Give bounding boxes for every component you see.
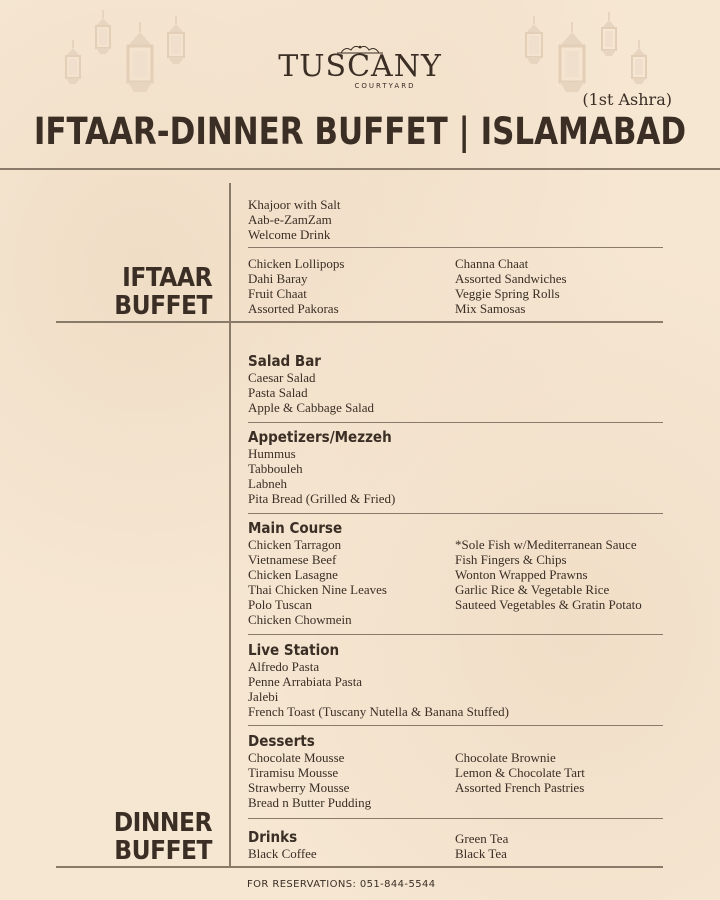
list-item: Penne Arrabiata Pasta xyxy=(248,674,363,689)
list-item: Green Tea xyxy=(455,831,509,846)
list-item: Labneh xyxy=(248,476,287,491)
list-item: Veggie Spring Rolls xyxy=(455,286,560,301)
section-heading: Drinks xyxy=(248,828,298,846)
section-divider xyxy=(248,513,663,514)
list-item: Thai Chicken Nine Leaves xyxy=(248,582,387,597)
list-item: Wonton Wrapped Prawns xyxy=(455,567,588,582)
list-item: Vietnamese Beef xyxy=(248,552,337,567)
drinks-section xyxy=(248,829,317,861)
list-item: Caesar Salad xyxy=(248,370,316,385)
list-item: Polo Tuscan xyxy=(248,597,312,612)
list-item: Bread n Butter Pudding xyxy=(248,795,372,810)
iftaar-label-line1: IFTAAR xyxy=(122,263,212,293)
list-item: Channa Chaat xyxy=(455,256,529,271)
list-item: Tiramisu Mousse xyxy=(248,765,339,780)
dinner-label-line1: DINNER xyxy=(113,808,212,838)
title-divider xyxy=(0,168,720,170)
list-item: Aab-e-ZamZam xyxy=(248,212,332,227)
iftaar-right-list xyxy=(455,256,567,316)
section-heading: Appetizers/Mezzeh xyxy=(248,428,392,446)
section-heading: Salad Bar xyxy=(248,352,321,370)
list-item: Chicken Lasagne xyxy=(248,567,338,582)
list-item: French Toast (Tuscany Nutella & Banana Stuffed) xyxy=(248,704,509,719)
list-item: Chicken Lollipops xyxy=(248,256,345,271)
list-item: Assorted Sandwiches xyxy=(455,271,567,286)
section-divider xyxy=(248,725,663,726)
list-item: Sauteed Vegetables & Gratin Potato xyxy=(455,597,642,612)
list-item: Jalebi xyxy=(248,689,279,704)
list-item: Pita Bread (Grilled & Fried) xyxy=(248,491,396,506)
section-divider xyxy=(248,634,663,635)
section-divider xyxy=(248,422,663,423)
list-item: Fruit Chaat xyxy=(248,286,307,301)
section-divider xyxy=(248,247,663,248)
list-item: Garlic Rice & Vegetable Rice xyxy=(455,582,610,597)
list-item: Mix Samosas xyxy=(455,301,526,316)
iftaar-left-list xyxy=(248,256,344,316)
section-divider xyxy=(248,818,663,819)
salad-section xyxy=(248,353,374,415)
list-item: Pasta Salad xyxy=(248,385,308,400)
list-item: Lemon & Chocolate Tart xyxy=(455,765,585,780)
vertical-divider xyxy=(229,183,231,866)
list-item: Strawberry Mousse xyxy=(248,780,350,795)
main-course-section xyxy=(248,520,387,627)
section-divider xyxy=(56,321,663,323)
desserts-section xyxy=(248,733,371,810)
list-item: Black Tea xyxy=(455,846,507,861)
section-heading: Main Course xyxy=(248,519,343,537)
logo-subtitle: COURTYARD xyxy=(354,82,416,90)
dinner-label xyxy=(90,809,212,865)
list-item: *Sole Fish w/Mediterranean Sauce xyxy=(455,537,637,552)
edition-text: 1st Ashra xyxy=(588,90,666,109)
reservations-text: FOR RESERVATIONS: 051-844-5544 xyxy=(247,879,436,890)
list-item: Assorted Pakoras xyxy=(248,301,339,316)
list-item: Alfredo Pasta xyxy=(248,659,320,674)
iftaar-label-line2: BUFFET xyxy=(114,291,212,321)
list-item: Tabbouleh xyxy=(248,461,303,476)
live-station-section xyxy=(248,642,509,719)
list-item: Black Coffee xyxy=(248,846,317,861)
list-item: Dahi Baray xyxy=(248,271,308,286)
appetizers-section xyxy=(248,429,395,506)
main-course-right-list xyxy=(455,537,642,612)
page-title: IFTAAR-DINNER BUFFET | ISLAMABAD xyxy=(33,110,687,153)
desserts-right-list xyxy=(455,750,585,795)
drinks-right-list xyxy=(455,831,508,861)
logo-name: TUSCANY xyxy=(278,49,442,84)
list-item: Fish Fingers & Chips xyxy=(455,552,567,567)
logo xyxy=(0,44,720,90)
list-item: Chicken Chowmein xyxy=(248,612,352,627)
welcome-list xyxy=(248,197,340,242)
list-item: Hummus xyxy=(248,446,296,461)
dinner-label-line2: BUFFET xyxy=(114,836,212,866)
list-item: Chocolate Brownie xyxy=(455,750,556,765)
list-item: Welcome Drink xyxy=(248,227,331,242)
iftaar-label xyxy=(90,264,212,320)
list-item: Chocolate Mousse xyxy=(248,750,345,765)
section-heading: Desserts xyxy=(248,732,315,750)
edition-label: (1st Ashra) xyxy=(582,90,672,109)
list-item: Apple & Cabbage Salad xyxy=(248,400,374,415)
list-item: Assorted French Pastries xyxy=(455,780,585,795)
section-divider xyxy=(56,866,663,868)
section-heading: Live Station xyxy=(248,641,340,659)
list-item: Khajoor with Salt xyxy=(248,197,341,212)
list-item: Chicken Tarragon xyxy=(248,537,342,552)
